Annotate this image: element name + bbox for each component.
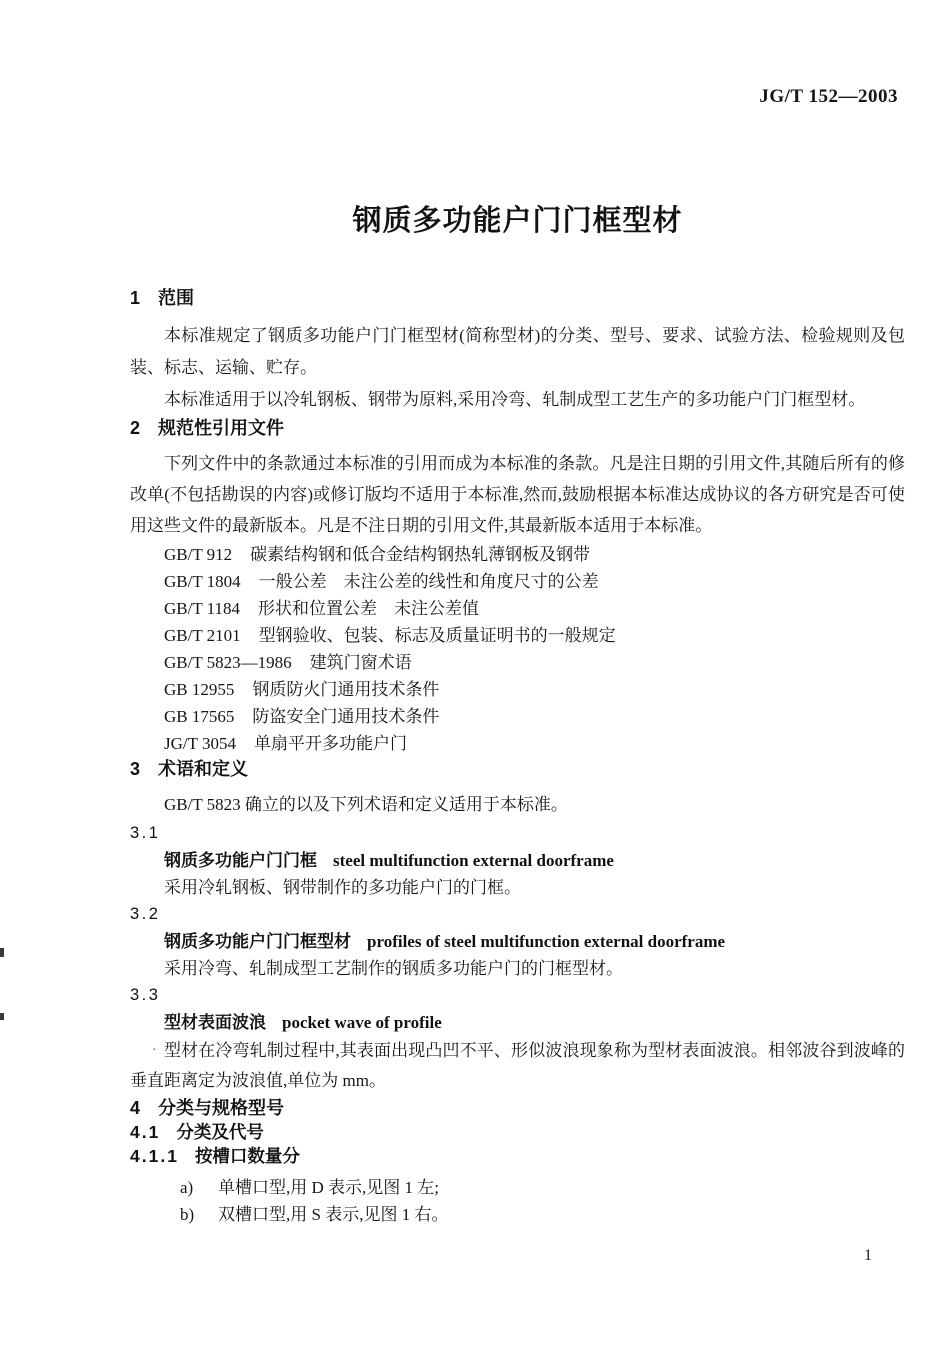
reference-code: GB 17565	[164, 707, 235, 726]
subsection-4-1-1-number: 4.1.1	[130, 1146, 179, 1166]
term-definition	[130, 1036, 905, 1096]
subsection-4-1-1-heading	[130, 1144, 905, 1168]
list-item-b-text: 双槽口型,用 S 表示,见图 1 右。	[218, 1205, 449, 1224]
section-2-heading	[130, 416, 905, 440]
reference-code: GB/T 1184	[164, 599, 241, 618]
reference-title: 形状和位置公差 未注公差值	[258, 599, 480, 618]
subsection-4-1-number: 4.1	[130, 1122, 161, 1142]
term-english: pocket wave of profile	[282, 1013, 442, 1032]
reference-title: 单扇平开多功能户门	[253, 734, 407, 753]
reference-code: GB 12955	[164, 680, 235, 699]
section-3-number: 3	[130, 759, 143, 779]
reference-item	[164, 622, 905, 649]
list-item-a	[180, 1174, 905, 1201]
term-english: profiles of steel multifunction external doorframe	[367, 932, 726, 951]
term-entry	[164, 1009, 905, 1036]
section-4-number: 4	[130, 1098, 143, 1118]
reference-title: 钢质防火门通用技术条件	[252, 680, 440, 699]
reference-item	[164, 541, 905, 568]
reference-title: 碳素结构钢和低合金结构钢热轧薄钢板及钢带	[250, 545, 591, 564]
term-chinese: 钢质多功能户门门框	[164, 851, 317, 870]
clause-number: 3.3	[130, 986, 161, 1004]
section-1-heading	[130, 286, 905, 310]
section-3-heading	[130, 757, 905, 781]
normative-references-intro: 下列文件中的条款通过本标准的引用而成为本标准的条款。凡是注日期的引用文件,其随后所有的修改单(不包括勘误的内容)或修订版均不适用于本标准,然而,鼓励根据本标准达成协议的各方研究是否可使用这些文件的最新版本。凡是不注日期的引用文件,其最新版本适用于本标准。	[130, 454, 905, 535]
clause-number: 3.1	[130, 824, 161, 842]
reference-code: GB/T 5823—1986	[164, 653, 292, 672]
reference-item	[164, 649, 905, 676]
reference-item	[164, 703, 905, 730]
reference-code: GB/T 2101	[164, 626, 241, 645]
term-entry	[164, 928, 905, 955]
term-english: steel multifunction external doorframe	[333, 851, 614, 870]
reference-title: 建筑门窗术语	[309, 653, 412, 672]
reference-item	[164, 676, 905, 703]
term-chinese: 钢质多功能户门门框型材	[164, 932, 351, 951]
section-4-heading	[130, 1096, 905, 1120]
reference-code: GB/T 1804	[164, 572, 241, 591]
document-title: 钢质多功能户门门框型材	[352, 205, 683, 237]
list-item-b-label: b)	[180, 1205, 195, 1224]
reference-title: 防盗安全门通用技术条件	[252, 707, 440, 726]
section-2-number: 2	[130, 418, 143, 438]
reference-item	[164, 595, 905, 622]
section-3-title: 术语和定义	[158, 759, 249, 779]
section-1-number: 1	[130, 288, 143, 308]
document-body	[130, 0, 905, 1228]
subsection-4-1-title: 分类及代号	[176, 1122, 264, 1142]
scan-artifact	[0, 1013, 4, 1020]
list-item-b	[180, 1201, 905, 1228]
subsection-4-1-heading	[130, 1120, 905, 1144]
reference-item	[164, 568, 905, 595]
term-entry	[164, 847, 905, 874]
reference-code: GB/T 912	[164, 545, 233, 564]
page-number: 1	[864, 1247, 872, 1264]
term-definition-text: 型材在冷弯轧制过程中,其表面出现凸凹不平、形似波浪现象称为型材表面波浪。相邻波谷到波峰的垂直距离定为波浪值,单位为 mm。	[130, 1041, 905, 1090]
reference-item	[164, 730, 905, 757]
reference-title: 型钢验收、包装、标志及质量证明书的一般规定	[258, 626, 616, 645]
reference-title: 一般公差 未注公差的线性和角度尺寸的公差	[258, 572, 599, 591]
section-4-title: 分类与规格型号	[158, 1098, 285, 1118]
list-item-a-label: a)	[180, 1178, 194, 1197]
list-item-a-text: 单槽口型,用 D 表示,见图 1 左;	[218, 1178, 439, 1197]
standard-number: JG/T 152—2003	[759, 86, 898, 107]
reference-code: JG/T 3054	[164, 734, 236, 753]
scan-artifact-dot: ·	[152, 1043, 157, 1058]
term-definition: 采用冷轧钢板、钢带制作的多功能户门的门框。	[164, 878, 521, 897]
terms-intro: GB/T 5823 确立的以及下列术语和定义适用于本标准。	[164, 795, 568, 814]
section-2-title: 规范性引用文件	[158, 418, 285, 438]
section-1-title: 范围	[158, 288, 195, 308]
scan-artifact	[0, 948, 4, 957]
scope-paragraph-1: 本标准规定了钢质多功能户门门框型材(简称型材)的分类、型号、要求、试验方法、检验规则及包装、标志、运输、贮存。	[130, 326, 905, 377]
term-definition: 采用冷弯、轧制成型工艺制作的钢质多功能户门的门框型材。	[164, 959, 623, 978]
scope-paragraph-2: 本标准适用于以冷轧钢板、钢带为原料,采用冷弯、轧制成型工艺生产的多功能户门门框型材。	[164, 390, 866, 409]
subsection-4-1-1-title: 按槽口数量分	[194, 1146, 300, 1166]
term-chinese: 型材表面波浪	[164, 1013, 266, 1032]
clause-number: 3.2	[130, 905, 161, 923]
